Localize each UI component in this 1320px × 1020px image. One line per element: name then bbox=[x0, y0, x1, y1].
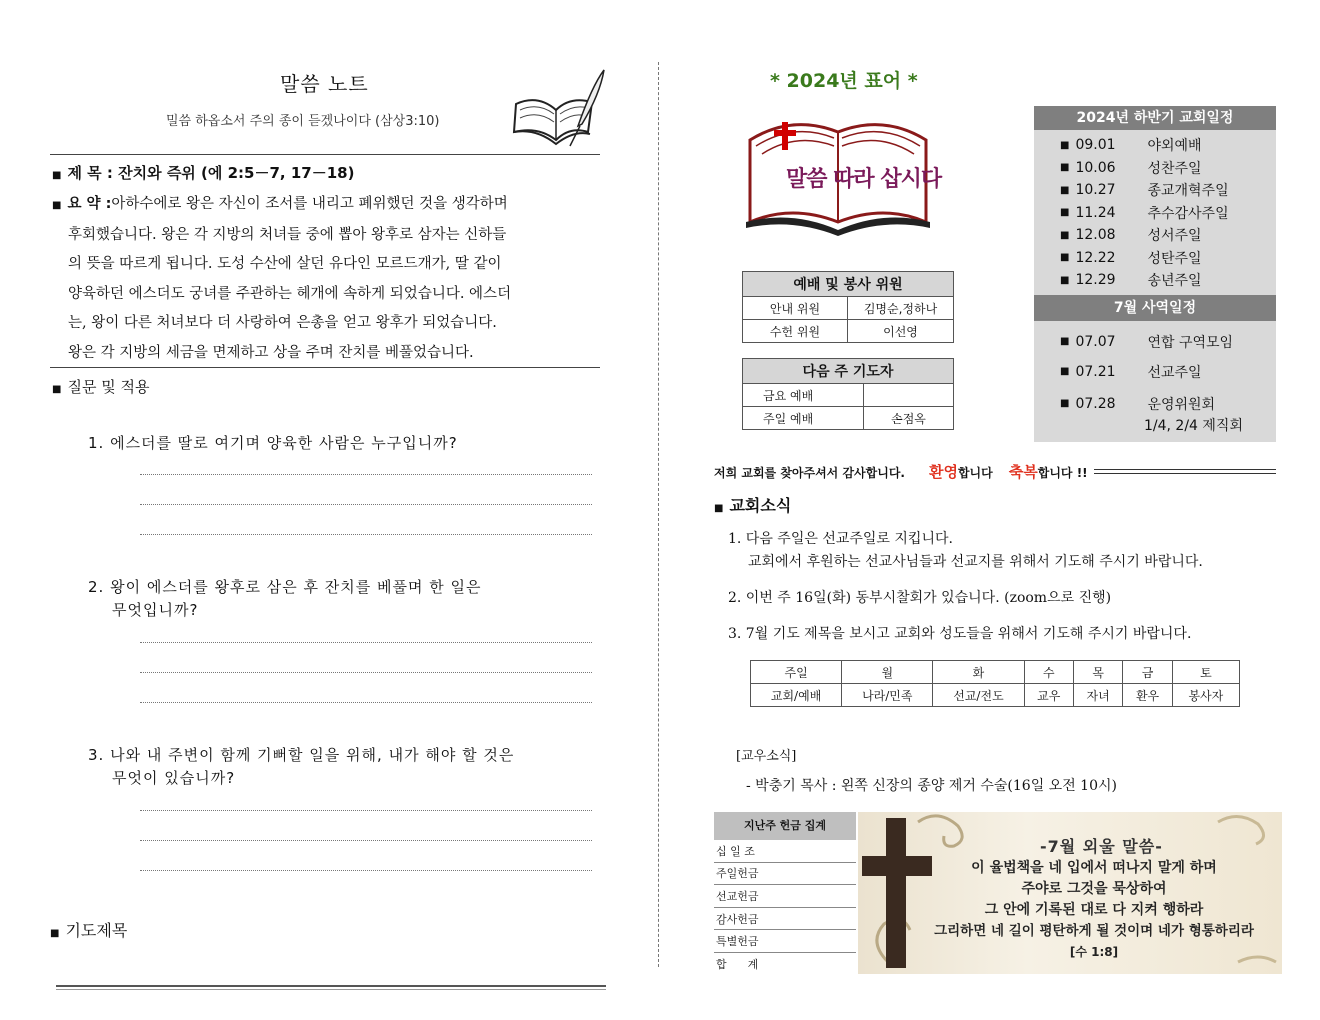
summary-label: 요 약 : bbox=[67, 196, 112, 212]
ministry-title: 7월 사역일정 bbox=[1034, 295, 1276, 321]
answer-line[interactable] bbox=[140, 534, 592, 535]
prayer-heading-text: 기도제목 bbox=[65, 921, 128, 940]
welcome-word: 환영 bbox=[928, 463, 958, 481]
worship-title: 예배 및 봉사 위원 bbox=[743, 272, 954, 297]
schedule-date: 12.29 bbox=[1075, 272, 1116, 289]
answer-line[interactable] bbox=[140, 840, 592, 841]
question-3-line: 3. 나와 내 주변이 함께 기뻐할 일을 위해, 내가 해야 할 것은 bbox=[88, 746, 515, 764]
table-row bbox=[743, 320, 954, 343]
divider bbox=[50, 154, 600, 155]
verse-line: 이 율법책을 네 입에서 떠나지 말게 하며 bbox=[971, 860, 1217, 876]
day-header: 토 bbox=[1172, 661, 1239, 684]
weekly-prayer-table bbox=[750, 660, 1240, 707]
verse-line: 주야로 그것을 묵상하여 bbox=[1021, 881, 1167, 897]
table-row bbox=[751, 684, 1240, 707]
schedule-event: 종교개혁주일 bbox=[1147, 183, 1229, 200]
open-book-quill-icon bbox=[508, 66, 608, 150]
questions-heading-text: 질문 및 적용 bbox=[67, 378, 150, 396]
prayer-name: 손점옥 bbox=[864, 407, 954, 430]
day-header: 화 bbox=[933, 661, 1024, 684]
schedule-item: ■ 09.01 야외예배 bbox=[1060, 137, 1202, 155]
answer-line[interactable] bbox=[140, 870, 592, 871]
page-subtitle: 밀씀 하옵소서 주의 종이 듣겠나이다 (삼상3:10) bbox=[166, 114, 440, 129]
memory-verse-panel bbox=[858, 812, 1282, 974]
answer-line[interactable] bbox=[140, 642, 592, 643]
answer-line[interactable] bbox=[140, 702, 592, 703]
news-item: 1. 다음 주일은 선교주일로 지킵니다. bbox=[728, 531, 953, 547]
schedule-event: 추수감사주일 bbox=[1147, 205, 1229, 222]
prayer-topic: 교우 bbox=[1024, 684, 1073, 707]
ministry-extra: 1/4, 2/4 제직회 bbox=[1144, 417, 1243, 434]
day-header: 금 bbox=[1123, 661, 1172, 684]
worship-role: 수헌 위원 bbox=[743, 320, 848, 343]
schedule-date: 11.24 bbox=[1075, 204, 1116, 221]
welcome-rule bbox=[1094, 469, 1276, 474]
offering-title: 지난주 헌금 집계 bbox=[714, 812, 856, 840]
question-2 bbox=[88, 576, 482, 620]
worship-role: 안내 위원 bbox=[743, 297, 848, 320]
offering-row: 선교헌금 bbox=[714, 885, 856, 908]
schedule-item: ■ 12.08 성서주일 bbox=[1060, 227, 1202, 245]
summary-line: 는, 왕이 다른 처녀보다 더 사랑하여 은총을 얻고 왕후가 되었습니다. bbox=[68, 315, 497, 331]
question-2-line: 무엇입니까? bbox=[112, 601, 199, 619]
day-header: 주일 bbox=[751, 661, 842, 684]
question-2-line: 2. 왕이 에스더를 왕후로 삼은 후 잔치를 베풀며 한 일은 bbox=[88, 578, 482, 596]
schedule-item: ■ 10.27 종교개혁주일 bbox=[1060, 182, 1229, 200]
offering-box bbox=[714, 812, 856, 975]
answer-line[interactable] bbox=[140, 672, 592, 673]
ministry-event: 연합 구역모임 bbox=[1147, 334, 1234, 351]
schedule-date: 09.01 bbox=[1075, 137, 1116, 154]
welcome-mid: 합니다 bbox=[957, 466, 993, 480]
schedule-date: 10.06 bbox=[1075, 159, 1116, 176]
member-news-item: - 박충기 목사 : 왼쪽 신장의 종양 제거 수술(16일 오전 10시) bbox=[746, 778, 1117, 794]
summary-line: 후회했습니다. 왕은 각 지방의 처녀들 중에 뽑아 왕후로 삼자는 신하들 bbox=[68, 226, 507, 243]
schedule-event: 성탄주일 bbox=[1147, 250, 1202, 267]
offering-row: 십 일 조 bbox=[714, 840, 856, 863]
prayer-topic: 자녀 bbox=[1073, 684, 1122, 707]
day-header: 목 bbox=[1073, 661, 1122, 684]
welcome-text: 저희 교회를 찾아주셔서 감사합니다. bbox=[714, 466, 905, 480]
ministry-event: 운영위원회 bbox=[1147, 396, 1216, 413]
motto-text: 말씀 따라 삽시다 bbox=[786, 167, 942, 192]
ministry-date: 07.07 bbox=[1075, 333, 1116, 350]
summary-line: 아하수에로 왕은 자신이 조서를 내리고 폐위했던 것을 생각하며 bbox=[111, 196, 508, 212]
schedule-event: 야외예배 bbox=[1147, 138, 1202, 155]
prayer-leader-title: 다음 주 기도자 bbox=[743, 359, 954, 384]
table-row bbox=[751, 661, 1240, 684]
news-heading-text: 교회소식 bbox=[729, 496, 792, 515]
topic-label: 제 목 : bbox=[67, 164, 113, 182]
ministry-date: 07.21 bbox=[1075, 363, 1116, 380]
schedule-item: ■ 12.22 성탄주일 bbox=[1060, 249, 1202, 267]
prayer-topic: 환우 bbox=[1123, 684, 1172, 707]
welcome-line bbox=[714, 461, 1276, 482]
prayer-topic: 선교/전도 bbox=[933, 684, 1024, 707]
schedule-date: 12.08 bbox=[1075, 227, 1116, 244]
prayer-name bbox=[864, 384, 954, 407]
offering-row: 특별헌금 bbox=[714, 930, 856, 953]
member-news-heading: [교우소식] bbox=[736, 749, 797, 764]
page-divider bbox=[658, 62, 659, 967]
topic-line: ■ 제 목 : 잔치와 즉위 (에 2:5－7, 17－18) bbox=[52, 164, 355, 182]
schedule-item: ■ 12.29 송년주일 bbox=[1060, 272, 1202, 290]
schedule-date: 12.22 bbox=[1075, 249, 1116, 266]
schedule-item: ■ 11.24 추수감사주일 bbox=[1060, 204, 1229, 222]
summary-line: 의 뜻을 따르게 됩니다. 도성 수산에 살던 유다인 모르드개가, 딸 같이 bbox=[68, 256, 502, 272]
news-list bbox=[728, 528, 1203, 643]
offering-row: 합 계 bbox=[716, 957, 759, 971]
blessing-word: 축복 bbox=[1008, 463, 1038, 481]
summary-line: 왕은 각 지방의 세금을 면제하고 상을 주며 잔치를 베풀었습니다. bbox=[68, 344, 474, 361]
prayer-role: 금요 예배 bbox=[743, 384, 864, 407]
welcome-end: 합니다 !! bbox=[1037, 466, 1088, 480]
summary-block: ■ 요 약 :아하수에로 왕은 자신이 조서를 내리고 폐위했던 것을 생각하며 후회했습니다. 왕은 각 지방의 처녀들 중에 뽑아 왕후로 삼자는 신하들 의 뜻을 따르게 됩니다. 도성 수산에 살던 유다인 모르드개가, 딸 같이 양육하던 에스더도 궁녀를 주관하는 헤개에 속하게 되었습니다. 에스더 는, 왕이 다른 처녀보다 더 사랑하여 은총을 얻고 왕후가 되었습니다. 왕은 각 지방의 세금을 면제하고 상을 주며 잔치를 베풀었습니다. bbox=[52, 190, 604, 368]
worship-table bbox=[742, 271, 954, 343]
offering-row: 감사헌금 bbox=[714, 908, 856, 931]
ministry-item: ■ 07.28 운영위원회 bbox=[1060, 395, 1216, 413]
table-row bbox=[743, 297, 954, 320]
ministry-item: ■ 07.07 연합 구역모임 bbox=[1060, 333, 1234, 351]
day-header: 월 bbox=[842, 661, 933, 684]
prayer-topic: 나라/민족 bbox=[842, 684, 933, 707]
ministry-item: ■ 07.21 선교주일 bbox=[1060, 363, 1202, 381]
prayer-heading: ■ 기도제목 bbox=[50, 921, 128, 940]
table-row bbox=[743, 384, 954, 407]
news-item: 2. 이번 주 16일(화) 동부시찰회가 있습니다. (zoom으로 진행) bbox=[728, 590, 1112, 606]
questions-heading: ■ 질문 및 적용 bbox=[52, 378, 150, 396]
answer-line[interactable] bbox=[140, 810, 592, 811]
prayer-topic: 봉사자 bbox=[1172, 684, 1239, 707]
page-title: 말씀 노트 bbox=[280, 72, 369, 96]
schedule-item: ■ 10.06 성찬주일 bbox=[1060, 159, 1202, 177]
ministry-event: 선교주일 bbox=[1147, 364, 1202, 381]
ministry-date: 07.28 bbox=[1075, 395, 1116, 412]
schedule-event: 송년주일 bbox=[1147, 273, 1202, 290]
verse-text bbox=[904, 858, 1282, 963]
answer-line[interactable] bbox=[140, 474, 592, 475]
prayer-role: 주일 예배 bbox=[743, 407, 864, 430]
prayer-leader-table bbox=[742, 358, 954, 430]
question-3-line: 무엇이 있습니까? bbox=[112, 769, 236, 787]
schedule-event: 성서주일 bbox=[1147, 228, 1202, 245]
summary-line: 양육하던 에스더도 궁녀를 주관하는 헤개에 속하게 되었습니다. 에스더 bbox=[68, 285, 512, 302]
verse-line: 그 안에 기록된 대로 다 지켜 행하라 bbox=[984, 902, 1204, 918]
question-3 bbox=[88, 744, 514, 788]
day-header: 수 bbox=[1024, 661, 1073, 684]
motto-title: * 2024년 표어 * bbox=[770, 70, 918, 92]
question-1: 1. 에스더를 딸로 여기며 양육한 사람은 누구입니까? bbox=[88, 434, 458, 452]
table-row bbox=[743, 407, 954, 430]
topic-text: 잔치와 즉위 (에 2:5－7, 17－18) bbox=[118, 164, 355, 182]
offering-row: 주일헌금 bbox=[714, 863, 856, 886]
verse-reference: [수 1:8] bbox=[1069, 945, 1119, 959]
news-heading: ■ 교회소식 bbox=[714, 496, 792, 515]
verse-title: -7월 외울 말씀- bbox=[1040, 837, 1163, 856]
news-item: 3. 7월 기도 제목을 보시고 교회와 성도들을 위해서 기도해 주시기 바랍니다. bbox=[728, 626, 1192, 642]
bottom-rule bbox=[56, 985, 606, 990]
worship-name: 이선영 bbox=[848, 320, 954, 343]
divider bbox=[50, 367, 600, 368]
schedule-box bbox=[1034, 106, 1276, 442]
worship-name: 김명순,정하나 bbox=[848, 297, 954, 320]
schedule-title: 2024년 하반기 교회일정 bbox=[1034, 106, 1276, 130]
verse-line: 그리하면 네 길이 평탄하게 될 것이며 네가 형통하리라 bbox=[934, 923, 1254, 939]
answer-line[interactable] bbox=[140, 504, 592, 505]
news-item: 교회에서 후원하는 선교사님들과 선교지를 위해서 기도해 주시기 바랍니다. bbox=[748, 554, 1203, 570]
schedule-date: 10.27 bbox=[1075, 182, 1116, 199]
schedule-event: 성찬주일 bbox=[1147, 160, 1202, 177]
prayer-topic: 교회/예배 bbox=[751, 684, 842, 707]
motto-book bbox=[742, 110, 942, 236]
